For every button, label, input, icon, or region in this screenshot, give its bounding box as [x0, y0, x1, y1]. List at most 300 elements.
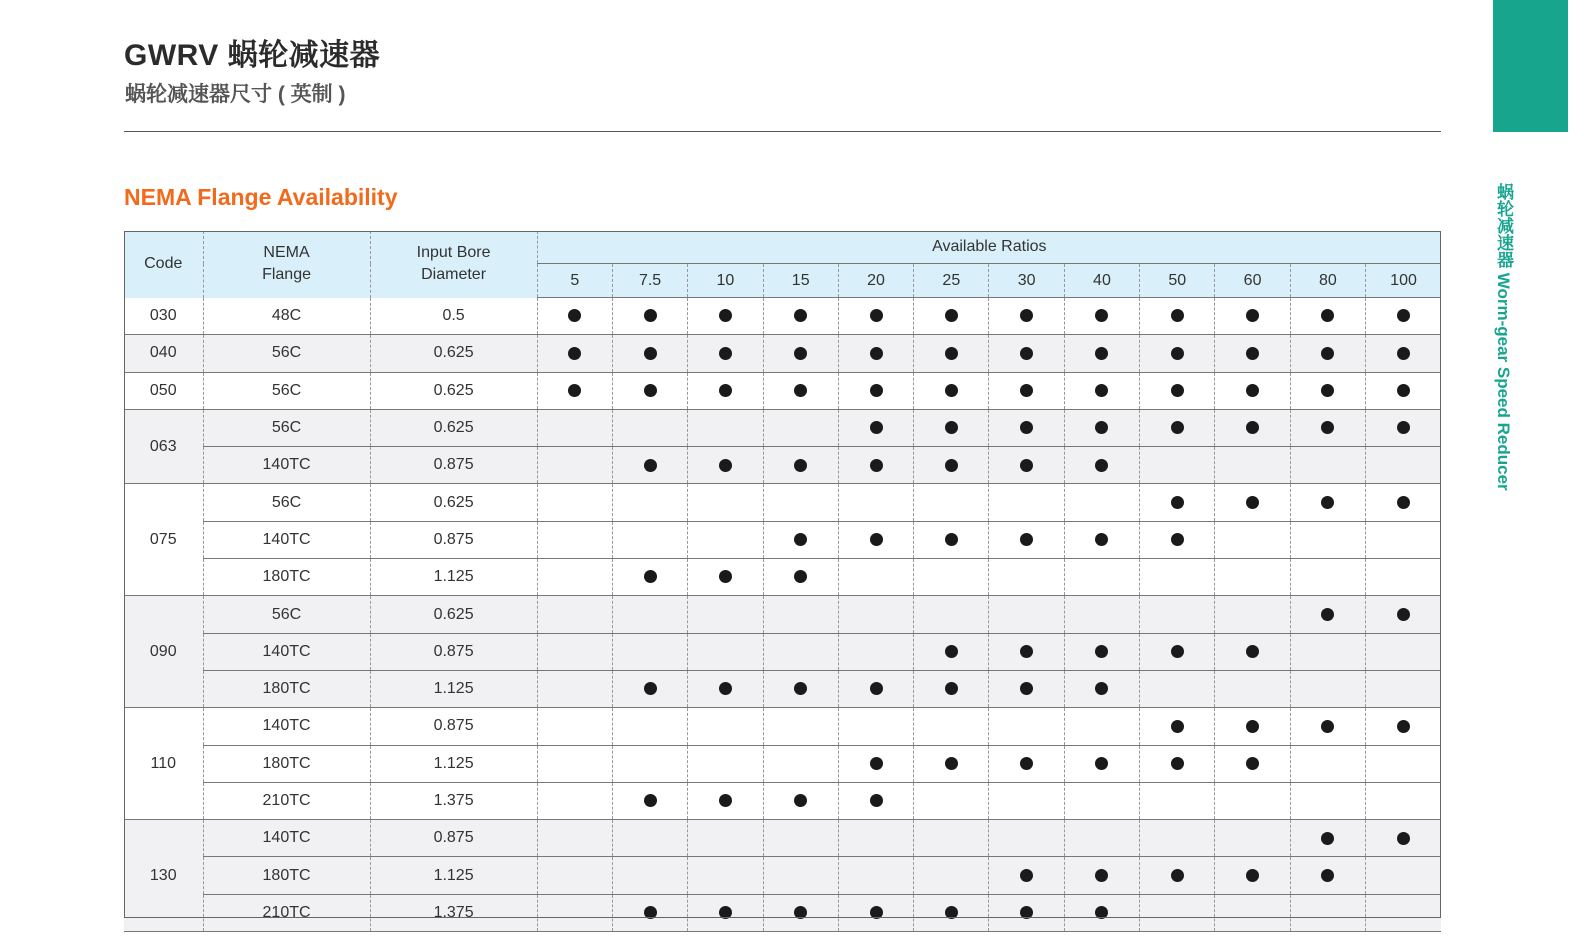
availability-dot [1020, 459, 1033, 472]
ratio-cell [1064, 298, 1139, 335]
ratio-cell [989, 894, 1064, 931]
availability-dot [1171, 645, 1184, 658]
table-row [124, 409, 1441, 446]
availability-dot [1246, 421, 1259, 434]
ratio-cell [537, 372, 612, 409]
ratio-cell [989, 670, 1064, 707]
ratio-cell [989, 559, 1064, 596]
availability-dot [644, 570, 657, 583]
ratio-cell [1290, 447, 1365, 484]
ratio-cell [537, 894, 612, 931]
ratio-cell [1140, 782, 1215, 819]
availability-dot [945, 645, 958, 658]
ratio-cell [612, 820, 687, 857]
availability-dot [1246, 757, 1259, 770]
availability-dot [1020, 421, 1033, 434]
ratio-cell [688, 745, 763, 782]
ratio-cell [1215, 670, 1290, 707]
ratio-cell [763, 670, 838, 707]
ratio-header: 25 [914, 264, 989, 298]
availability-dot [1020, 384, 1033, 397]
ratio-cell [1290, 633, 1365, 670]
availability-dot [794, 347, 807, 360]
availability-dot [945, 309, 958, 322]
ratio-cell [1215, 745, 1290, 782]
ratio-cell [1140, 484, 1215, 521]
availability-dot [719, 906, 732, 919]
ratio-cell [612, 708, 687, 745]
ratio-cell [1366, 745, 1441, 782]
ratio-cell [537, 298, 612, 335]
ratio-cell [914, 894, 989, 931]
ratio-cell [1366, 670, 1441, 707]
ratio-cell [688, 820, 763, 857]
ratio-cell [1064, 596, 1139, 633]
ratio-cell [1366, 596, 1441, 633]
code-cell: 030 [124, 298, 203, 335]
ratio-cell [1290, 745, 1365, 782]
availability-dot [870, 757, 883, 770]
ratio-cell [1290, 857, 1365, 894]
ratio-cell [1215, 372, 1290, 409]
bore-cell: 0.875 [370, 820, 537, 857]
ratio-cell [1290, 298, 1365, 335]
ratio-cell [1140, 559, 1215, 596]
ratio-cell [1290, 670, 1365, 707]
ratio-cell [1215, 409, 1290, 446]
ratio-cell [1290, 484, 1365, 521]
ratio-header: 10 [688, 264, 763, 298]
page-subtitle: 蜗轮减速器尺寸 ( 英制 ) [125, 83, 346, 106]
ratio-cell [537, 782, 612, 819]
table-row [124, 335, 1441, 372]
ratio-cell [537, 521, 612, 558]
ratio-cell [1366, 782, 1441, 819]
ratio-cell [1064, 409, 1139, 446]
availability-dot [870, 906, 883, 919]
page-title: GWRV 蜗轮减速器 [124, 39, 381, 72]
ratio-cell [1290, 335, 1365, 372]
ratio-cell [537, 409, 612, 446]
bore-cell: 0.625 [370, 596, 537, 633]
ratio-cell [914, 484, 989, 521]
ratio-cell [989, 298, 1064, 335]
ratio-cell [1215, 782, 1290, 819]
availability-dot [1171, 496, 1184, 509]
availability-dot [1397, 421, 1410, 434]
ratio-cell [763, 372, 838, 409]
table-row [124, 447, 1441, 484]
availability-dot [1020, 645, 1033, 658]
code-cell: 075 [124, 484, 203, 596]
ratio-cell [1064, 521, 1139, 558]
ratio-cell [838, 298, 913, 335]
bore-cell: 1.125 [370, 857, 537, 894]
ratio-header: 80 [1290, 264, 1365, 298]
ratio-cell [1140, 335, 1215, 372]
bore-cell: 0.875 [370, 633, 537, 670]
ratio-cell [1215, 335, 1290, 372]
availability-dot [719, 384, 732, 397]
ratio-cell [1140, 670, 1215, 707]
ratio-cell [914, 820, 989, 857]
ratio-cell [914, 298, 989, 335]
ratio-cell [838, 708, 913, 745]
ratio-cell [1064, 708, 1139, 745]
ratio-cell [989, 372, 1064, 409]
availability-dot [568, 309, 581, 322]
ratio-cell [989, 782, 1064, 819]
ratio-cell [612, 633, 687, 670]
ratio-cell [838, 484, 913, 521]
ratio-cell [1140, 409, 1215, 446]
ratio-cell [688, 857, 763, 894]
flange-cell: 56C [203, 484, 370, 521]
ratio-cell [763, 633, 838, 670]
ratio-cell [688, 782, 763, 819]
ratio-cell [1366, 335, 1441, 372]
flange-cell: 210TC [203, 782, 370, 819]
availability-dot [1246, 645, 1259, 658]
ratio-cell [989, 521, 1064, 558]
availability-dot [870, 421, 883, 434]
flange-cell: 180TC [203, 745, 370, 782]
header-nema-flange: NEMA Flange [203, 231, 370, 298]
ratio-cell [763, 484, 838, 521]
ratio-cell [537, 708, 612, 745]
ratio-cell [989, 335, 1064, 372]
availability-dot [1020, 906, 1033, 919]
ratio-cell [1064, 559, 1139, 596]
availability-dot [1321, 832, 1334, 845]
ratio-cell [1215, 820, 1290, 857]
ratio-cell [1290, 372, 1365, 409]
ratio-cell [612, 335, 687, 372]
ratio-cell [838, 559, 913, 596]
ratio-cell [688, 447, 763, 484]
code-cell: 040 [124, 335, 203, 372]
availability-dot [1095, 757, 1108, 770]
flange-cell: 56C [203, 596, 370, 633]
ratio-cell [688, 894, 763, 931]
availability-dot [1095, 533, 1108, 546]
table-row [124, 894, 1441, 931]
availability-dot [870, 347, 883, 360]
availability-dot [1171, 309, 1184, 322]
ratio-cell [838, 372, 913, 409]
ratio-cell [1290, 782, 1365, 819]
ratio-cell [612, 484, 687, 521]
bore-cell: 1.375 [370, 894, 537, 931]
flange-cell: 180TC [203, 670, 370, 707]
ratio-cell [838, 447, 913, 484]
availability-dot [870, 794, 883, 807]
availability-dot [794, 309, 807, 322]
ratio-cell [1290, 409, 1365, 446]
ratio-cell [989, 633, 1064, 670]
availability-dot [644, 794, 657, 807]
ratio-cell [914, 409, 989, 446]
availability-dot [1171, 869, 1184, 882]
ratio-cell [537, 745, 612, 782]
ratio-cell [1215, 708, 1290, 745]
bore-cell: 0.875 [370, 447, 537, 484]
availability-dot [794, 459, 807, 472]
ratio-cell [688, 633, 763, 670]
availability-dot [1095, 682, 1108, 695]
ratio-cell [688, 521, 763, 558]
ratio-cell [989, 745, 1064, 782]
availability-dot [644, 682, 657, 695]
ratio-cell [914, 559, 989, 596]
ratio-cell [537, 670, 612, 707]
availability-dot [644, 347, 657, 360]
ratio-cell [838, 894, 913, 931]
ratio-cell [763, 335, 838, 372]
availability-dot [568, 347, 581, 360]
ratio-cell [1064, 857, 1139, 894]
availability-dot [945, 757, 958, 770]
ratio-cell [612, 298, 687, 335]
ratio-cell [1215, 298, 1290, 335]
ratio-cell [537, 857, 612, 894]
ratio-cell [1140, 857, 1215, 894]
availability-dot [794, 533, 807, 546]
availability-dot [945, 682, 958, 695]
availability-dot [719, 347, 732, 360]
bore-cell: 1.125 [370, 670, 537, 707]
availability-dot [1397, 496, 1410, 509]
ratio-cell [688, 670, 763, 707]
availability-dot [1171, 421, 1184, 434]
table-row [124, 633, 1441, 670]
ratio-cell [763, 596, 838, 633]
ratio-cell [1290, 559, 1365, 596]
flange-cell: 140TC [203, 633, 370, 670]
ratio-cell [838, 633, 913, 670]
ratio-cell [688, 409, 763, 446]
ratio-cell [1140, 820, 1215, 857]
ratio-header: 60 [1215, 264, 1290, 298]
bore-cell: 0.625 [370, 484, 537, 521]
availability-dot [1321, 309, 1334, 322]
ratio-cell [1215, 857, 1290, 894]
availability-dot [1020, 309, 1033, 322]
ratio-header: 50 [1140, 264, 1215, 298]
ratio-cell [914, 447, 989, 484]
availability-dot [1020, 533, 1033, 546]
ratio-header: 40 [1064, 264, 1139, 298]
ratio-cell [612, 521, 687, 558]
availability-dot [794, 570, 807, 583]
code-cell: 110 [124, 708, 203, 820]
ratio-header: 5 [537, 264, 612, 298]
ratio-cell [688, 559, 763, 596]
ratio-cell [537, 335, 612, 372]
availability-dot [1397, 309, 1410, 322]
code-cell: 130 [124, 820, 203, 932]
availability-dot [1246, 309, 1259, 322]
ratio-cell [1366, 409, 1441, 446]
availability-dot [1095, 869, 1108, 882]
ratio-cell [914, 335, 989, 372]
table-row [124, 521, 1441, 558]
ratio-cell [763, 447, 838, 484]
ratio-cell [688, 484, 763, 521]
ratio-cell [1366, 447, 1441, 484]
availability-dot [1321, 720, 1334, 733]
ratio-cell [914, 857, 989, 894]
header-divider [124, 131, 1441, 132]
ratio-cell [537, 484, 612, 521]
flange-cell: 210TC [203, 894, 370, 931]
availability-dot [568, 384, 581, 397]
ratio-cell [1140, 633, 1215, 670]
ratio-cell [688, 298, 763, 335]
flange-cell: 140TC [203, 521, 370, 558]
availability-dot [870, 384, 883, 397]
ratio-cell [763, 894, 838, 931]
ratio-cell [838, 857, 913, 894]
ratio-cell [688, 335, 763, 372]
ratio-cell [989, 857, 1064, 894]
ratio-cell [914, 633, 989, 670]
table-row [124, 820, 1441, 857]
section-title: NEMA Flange Availability [124, 184, 398, 210]
availability-dot [1321, 347, 1334, 360]
ratio-cell [1140, 596, 1215, 633]
ratio-cell [688, 596, 763, 633]
availability-dot [945, 347, 958, 360]
ratio-cell [1215, 559, 1290, 596]
availability-dot [1171, 347, 1184, 360]
bore-cell: 0.875 [370, 708, 537, 745]
table-row [124, 708, 1441, 745]
ratio-cell [989, 447, 1064, 484]
availability-dot [1246, 347, 1259, 360]
availability-dot [1246, 720, 1259, 733]
ratio-cell [1064, 745, 1139, 782]
availability-dot [794, 794, 807, 807]
ratio-cell [1140, 372, 1215, 409]
availability-dot [1246, 869, 1259, 882]
availability-dot [1020, 757, 1033, 770]
ratio-cell [1064, 484, 1139, 521]
table-row [124, 670, 1441, 707]
ratio-cell [1140, 894, 1215, 931]
ratio-cell [1064, 335, 1139, 372]
ratio-cell [914, 782, 989, 819]
bore-cell: 0.625 [370, 409, 537, 446]
ratio-cell [763, 782, 838, 819]
ratio-cell [1064, 820, 1139, 857]
ratio-cell [1290, 894, 1365, 931]
availability-dot [870, 682, 883, 695]
bore-cell: 1.375 [370, 782, 537, 819]
ratio-cell [612, 447, 687, 484]
availability-dot [1171, 757, 1184, 770]
flange-cell: 48C [203, 298, 370, 335]
ratio-cell [1064, 894, 1139, 931]
ratio-cell [1215, 633, 1290, 670]
ratio-cell [1215, 596, 1290, 633]
availability-dot [870, 309, 883, 322]
availability-dot [1397, 384, 1410, 397]
chapter-tab [1493, 0, 1568, 132]
ratio-cell [537, 633, 612, 670]
ratio-cell [989, 484, 1064, 521]
availability-dot [719, 309, 732, 322]
availability-dot [1246, 496, 1259, 509]
ratio-cell [1140, 521, 1215, 558]
ratio-cell [1290, 820, 1365, 857]
ratio-cell [763, 708, 838, 745]
ratio-cell [838, 745, 913, 782]
availability-dot [1321, 608, 1334, 621]
ratio-cell [1064, 782, 1139, 819]
ratio-cell [763, 521, 838, 558]
availability-dot [1095, 347, 1108, 360]
ratio-cell [1366, 633, 1441, 670]
ratio-cell [763, 820, 838, 857]
ratio-cell [763, 857, 838, 894]
ratio-cell [1366, 484, 1441, 521]
ratio-cell [838, 596, 913, 633]
ratio-header: 100 [1366, 264, 1441, 298]
ratio-cell [688, 372, 763, 409]
flange-cell: 140TC [203, 447, 370, 484]
ratio-cell [838, 782, 913, 819]
table-row [124, 484, 1441, 521]
ratio-cell [1140, 708, 1215, 745]
flange-cell: 140TC [203, 708, 370, 745]
ratio-cell [914, 372, 989, 409]
ratio-cell [838, 409, 913, 446]
bore-cell: 0.625 [370, 335, 537, 372]
availability-dot [1095, 645, 1108, 658]
code-cell: 050 [124, 372, 203, 409]
ratio-cell [1064, 633, 1139, 670]
availability-dot [794, 682, 807, 695]
availability-dot [1171, 384, 1184, 397]
availability-dot [719, 682, 732, 695]
ratio-cell [763, 409, 838, 446]
availability-dot [1397, 720, 1410, 733]
availability-dot [719, 570, 732, 583]
ratio-cell [1366, 298, 1441, 335]
flange-cell: 140TC [203, 820, 370, 857]
bore-cell: 1.125 [370, 559, 537, 596]
availability-dot [1020, 869, 1033, 882]
availability-dot [644, 906, 657, 919]
ratio-cell [1064, 670, 1139, 707]
ratio-cell [838, 670, 913, 707]
availability-dot [1321, 496, 1334, 509]
ratio-cell [1064, 447, 1139, 484]
header-available-ratios: Available Ratios [537, 231, 1441, 264]
ratio-cell [763, 559, 838, 596]
ratio-cell [1366, 521, 1441, 558]
header-code: Code [124, 231, 203, 298]
table-row [124, 745, 1441, 782]
ratio-cell [612, 670, 687, 707]
ratio-cell [989, 708, 1064, 745]
table-row [124, 782, 1441, 819]
ratio-cell [1290, 521, 1365, 558]
availability-dot [1171, 720, 1184, 733]
ratio-cell [914, 596, 989, 633]
availability-dot [719, 459, 732, 472]
